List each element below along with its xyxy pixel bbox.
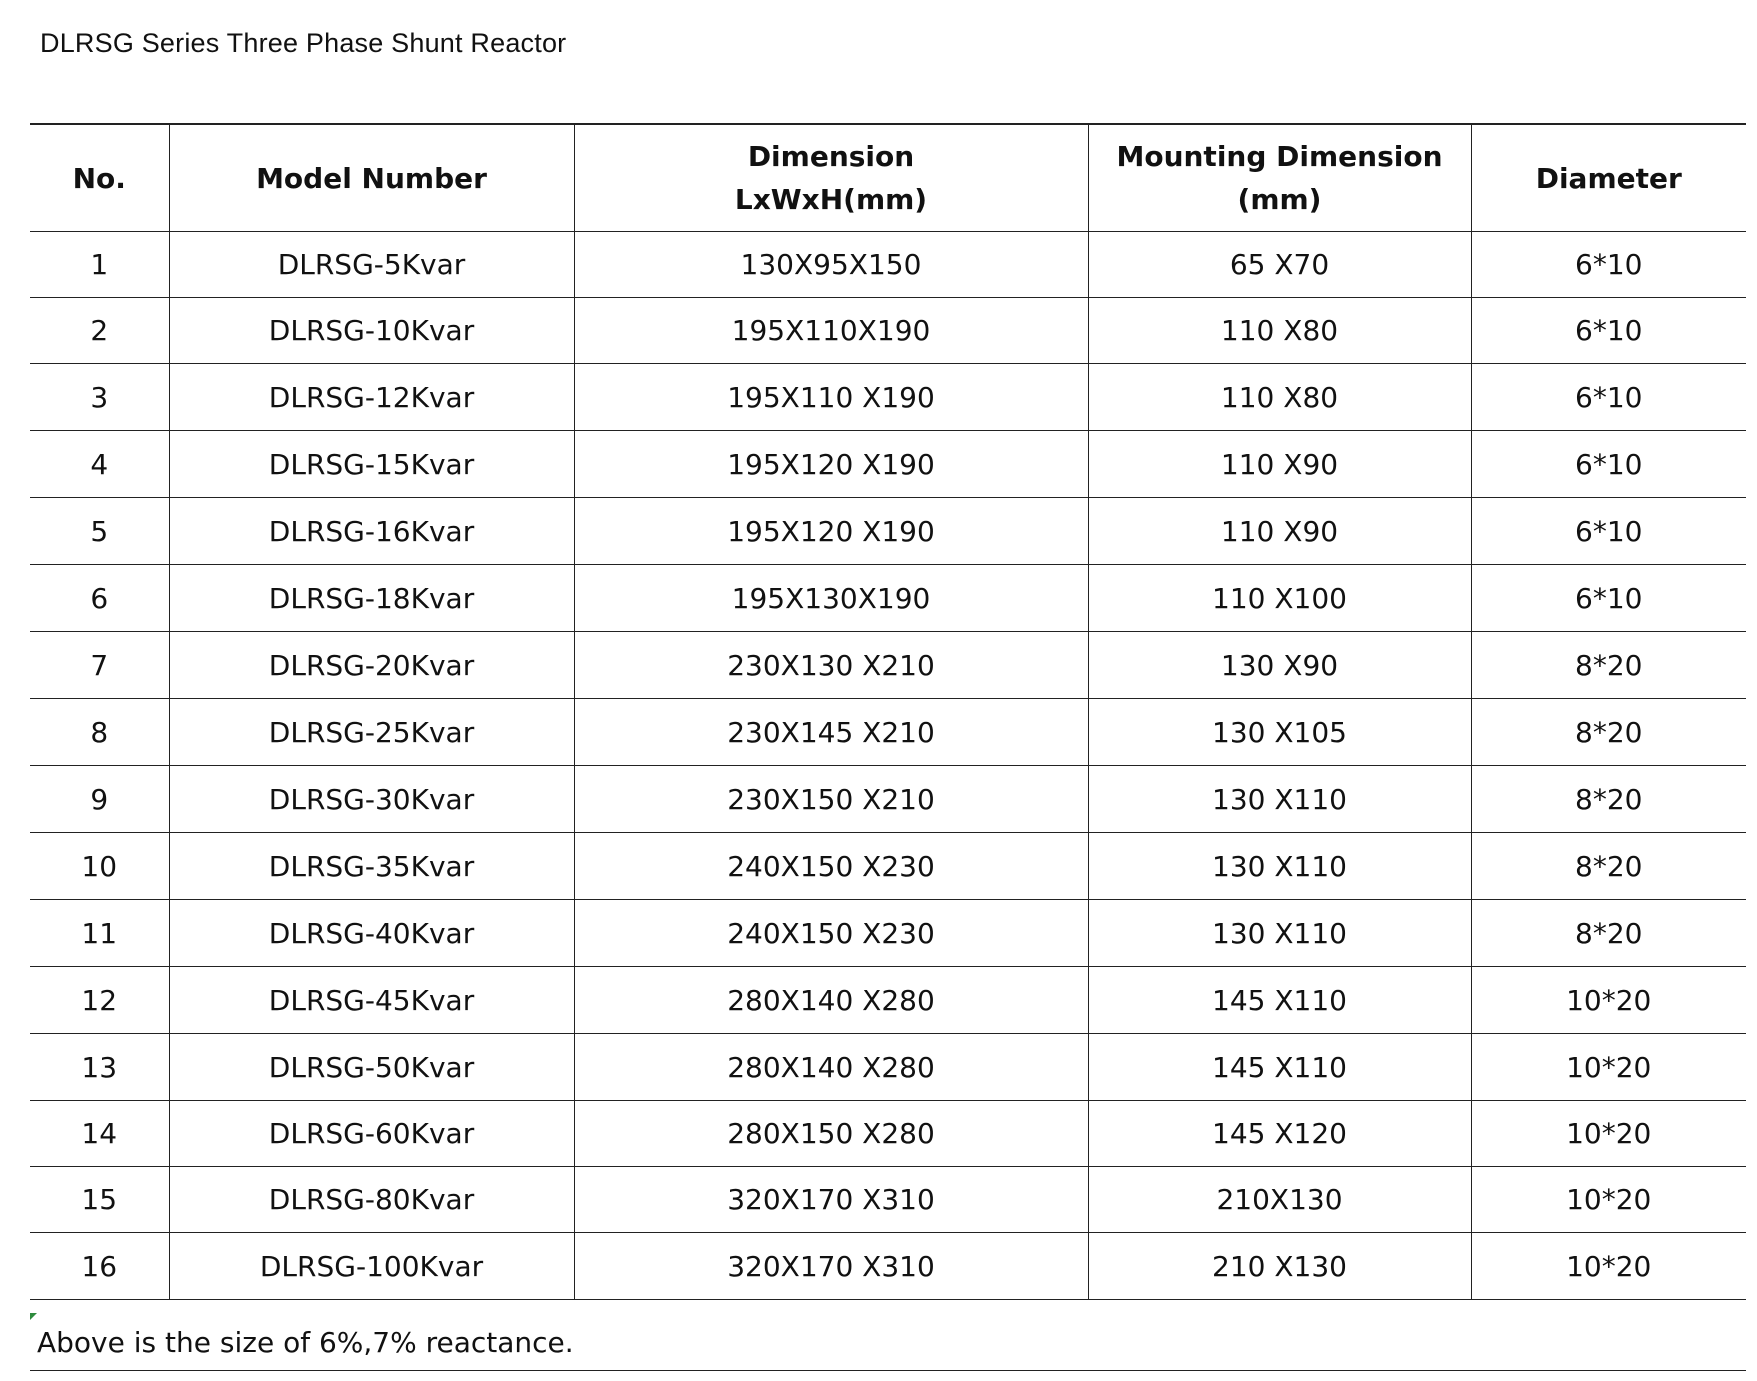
cell-no: 1 bbox=[30, 232, 169, 298]
cell-mounting-dimension: 110 X80 bbox=[1088, 298, 1471, 364]
cell-no: 13 bbox=[30, 1034, 169, 1101]
cell-model-number: DLRSG-5Kvar bbox=[169, 232, 574, 298]
cell-no: 6 bbox=[30, 565, 169, 632]
cell-diameter: 10*20 bbox=[1471, 1101, 1746, 1167]
cell-diameter: 6*10 bbox=[1471, 498, 1746, 565]
cell-model-number: DLRSG-10Kvar bbox=[169, 298, 574, 364]
table-row bbox=[30, 364, 1746, 431]
cell-dimension: 195X110X190 bbox=[574, 298, 1088, 364]
cell-mounting-dimension: 110 X90 bbox=[1088, 498, 1471, 565]
table-body bbox=[30, 232, 1746, 1300]
cell-diameter: 6*10 bbox=[1471, 431, 1746, 498]
cell-diameter: 6*10 bbox=[1471, 232, 1746, 298]
cell-model-number: DLRSG-16Kvar bbox=[169, 498, 574, 565]
table-row bbox=[30, 565, 1746, 632]
cell-dimension: 240X150 X230 bbox=[574, 900, 1088, 967]
cell-mounting-dimension: 210X130 bbox=[1088, 1167, 1471, 1233]
cell-dimension: 280X150 X280 bbox=[574, 1101, 1088, 1167]
cell-model-number: DLRSG-18Kvar bbox=[169, 565, 574, 632]
table-row bbox=[30, 967, 1746, 1034]
cell-dimension: 230X145 X210 bbox=[574, 699, 1088, 766]
cell-model-number: DLRSG-20Kvar bbox=[169, 632, 574, 699]
cell-mounting-dimension: 130 X90 bbox=[1088, 632, 1471, 699]
cell-no: 2 bbox=[30, 298, 169, 364]
cell-model-number: DLRSG-35Kvar bbox=[169, 833, 574, 900]
cell-model-number: DLRSG-100Kvar bbox=[169, 1233, 574, 1300]
cell-mounting-dimension: 145 X120 bbox=[1088, 1101, 1471, 1167]
cell-no: 5 bbox=[30, 498, 169, 565]
page-title: DLRSG Series Three Phase Shunt Reactor bbox=[40, 28, 567, 58]
cell-no: 10 bbox=[30, 833, 169, 900]
table-row bbox=[30, 766, 1746, 833]
table-row bbox=[30, 232, 1746, 298]
cell-model-number: DLRSG-12Kvar bbox=[169, 364, 574, 431]
cell-mounting-dimension: 210 X130 bbox=[1088, 1233, 1471, 1300]
header-diameter: Diameter bbox=[1471, 124, 1746, 232]
cell-dimension: 195X120 X190 bbox=[574, 431, 1088, 498]
cell-mounting-dimension: 65 X70 bbox=[1088, 232, 1471, 298]
spec-table bbox=[30, 123, 1746, 1300]
cell-dimension: 280X140 X280 bbox=[574, 967, 1088, 1034]
cell-mounting-dimension: 130 X110 bbox=[1088, 833, 1471, 900]
cell-diameter: 6*10 bbox=[1471, 565, 1746, 632]
footnote: Above is the size of 6%,7% reactance. bbox=[30, 1315, 1746, 1371]
table-row bbox=[30, 1101, 1746, 1167]
table-row bbox=[30, 900, 1746, 967]
cell-model-number: DLRSG-80Kvar bbox=[169, 1167, 574, 1233]
table-header-row bbox=[30, 124, 1746, 232]
cell-mounting-dimension: 130 X110 bbox=[1088, 766, 1471, 833]
table-row bbox=[30, 699, 1746, 766]
cell-dimension: 130X95X150 bbox=[574, 232, 1088, 298]
cell-mounting-dimension: 145 X110 bbox=[1088, 1034, 1471, 1101]
cell-no: 14 bbox=[30, 1101, 169, 1167]
cell-dimension: 320X170 X310 bbox=[574, 1233, 1088, 1300]
cell-model-number: DLRSG-25Kvar bbox=[169, 699, 574, 766]
cell-dimension: 195X130X190 bbox=[574, 565, 1088, 632]
cell-model-number: DLRSG-60Kvar bbox=[169, 1101, 574, 1167]
cell-mounting-dimension: 110 X80 bbox=[1088, 364, 1471, 431]
table-row bbox=[30, 498, 1746, 565]
cell-diameter: 10*20 bbox=[1471, 1034, 1746, 1101]
cell-diameter: 8*20 bbox=[1471, 632, 1746, 699]
cell-no: 7 bbox=[30, 632, 169, 699]
table-row bbox=[30, 1034, 1746, 1101]
cell-dimension: 320X170 X310 bbox=[574, 1167, 1088, 1233]
header-model-number: Model Number bbox=[169, 124, 574, 232]
cell-dimension: 195X110 X190 bbox=[574, 364, 1088, 431]
cell-mounting-dimension: 145 X110 bbox=[1088, 967, 1471, 1034]
cell-no: 4 bbox=[30, 431, 169, 498]
table-row bbox=[30, 632, 1746, 699]
cell-diameter: 8*20 bbox=[1471, 833, 1746, 900]
header-dimension-line1: Dimension bbox=[747, 140, 915, 173]
cell-mounting-dimension: 110 X100 bbox=[1088, 565, 1471, 632]
cell-diameter: 8*20 bbox=[1471, 900, 1746, 967]
header-dimension-line2: LxWxH(mm) bbox=[734, 183, 928, 216]
cell-dimension: 195X120 X190 bbox=[574, 498, 1088, 565]
cell-mounting-dimension: 130 X110 bbox=[1088, 900, 1471, 967]
table-row bbox=[30, 1233, 1746, 1300]
header-no: No. bbox=[30, 124, 169, 232]
cell-mounting-dimension: 110 X90 bbox=[1088, 431, 1471, 498]
cell-dimension: 240X150 X230 bbox=[574, 833, 1088, 900]
cell-diameter: 10*20 bbox=[1471, 967, 1746, 1034]
header-mounting-line2: (mm) bbox=[1237, 183, 1322, 216]
cell-diameter: 6*10 bbox=[1471, 364, 1746, 431]
cell-model-number: DLRSG-40Kvar bbox=[169, 900, 574, 967]
table-row bbox=[30, 298, 1746, 364]
cell-no: 11 bbox=[30, 900, 169, 967]
cell-mounting-dimension: 130 X105 bbox=[1088, 699, 1471, 766]
table-row bbox=[30, 431, 1746, 498]
cell-no: 8 bbox=[30, 699, 169, 766]
cell-diameter: 8*20 bbox=[1471, 699, 1746, 766]
table-row bbox=[30, 1167, 1746, 1233]
cell-no: 9 bbox=[30, 766, 169, 833]
cell-diameter: 10*20 bbox=[1471, 1167, 1746, 1233]
cell-no: 3 bbox=[30, 364, 169, 431]
cell-no: 12 bbox=[30, 967, 169, 1034]
cell-dimension: 280X140 X280 bbox=[574, 1034, 1088, 1101]
cell-no: 16 bbox=[30, 1233, 169, 1300]
cell-diameter: 10*20 bbox=[1471, 1233, 1746, 1300]
cell-model-number: DLRSG-15Kvar bbox=[169, 431, 574, 498]
table-row bbox=[30, 833, 1746, 900]
cell-diameter: 6*10 bbox=[1471, 298, 1746, 364]
cell-model-number: DLRSG-30Kvar bbox=[169, 766, 574, 833]
cell-model-number: DLRSG-50Kvar bbox=[169, 1034, 574, 1101]
cell-diameter: 8*20 bbox=[1471, 766, 1746, 833]
cell-dimension: 230X150 X210 bbox=[574, 766, 1088, 833]
header-mounting-line1: Mounting Dimension bbox=[1116, 140, 1443, 173]
header-dimension bbox=[574, 124, 1088, 232]
cell-dimension: 230X130 X210 bbox=[574, 632, 1088, 699]
cell-model-number: DLRSG-45Kvar bbox=[169, 967, 574, 1034]
cell-no: 15 bbox=[30, 1167, 169, 1233]
header-mounting-dimension bbox=[1088, 124, 1471, 232]
